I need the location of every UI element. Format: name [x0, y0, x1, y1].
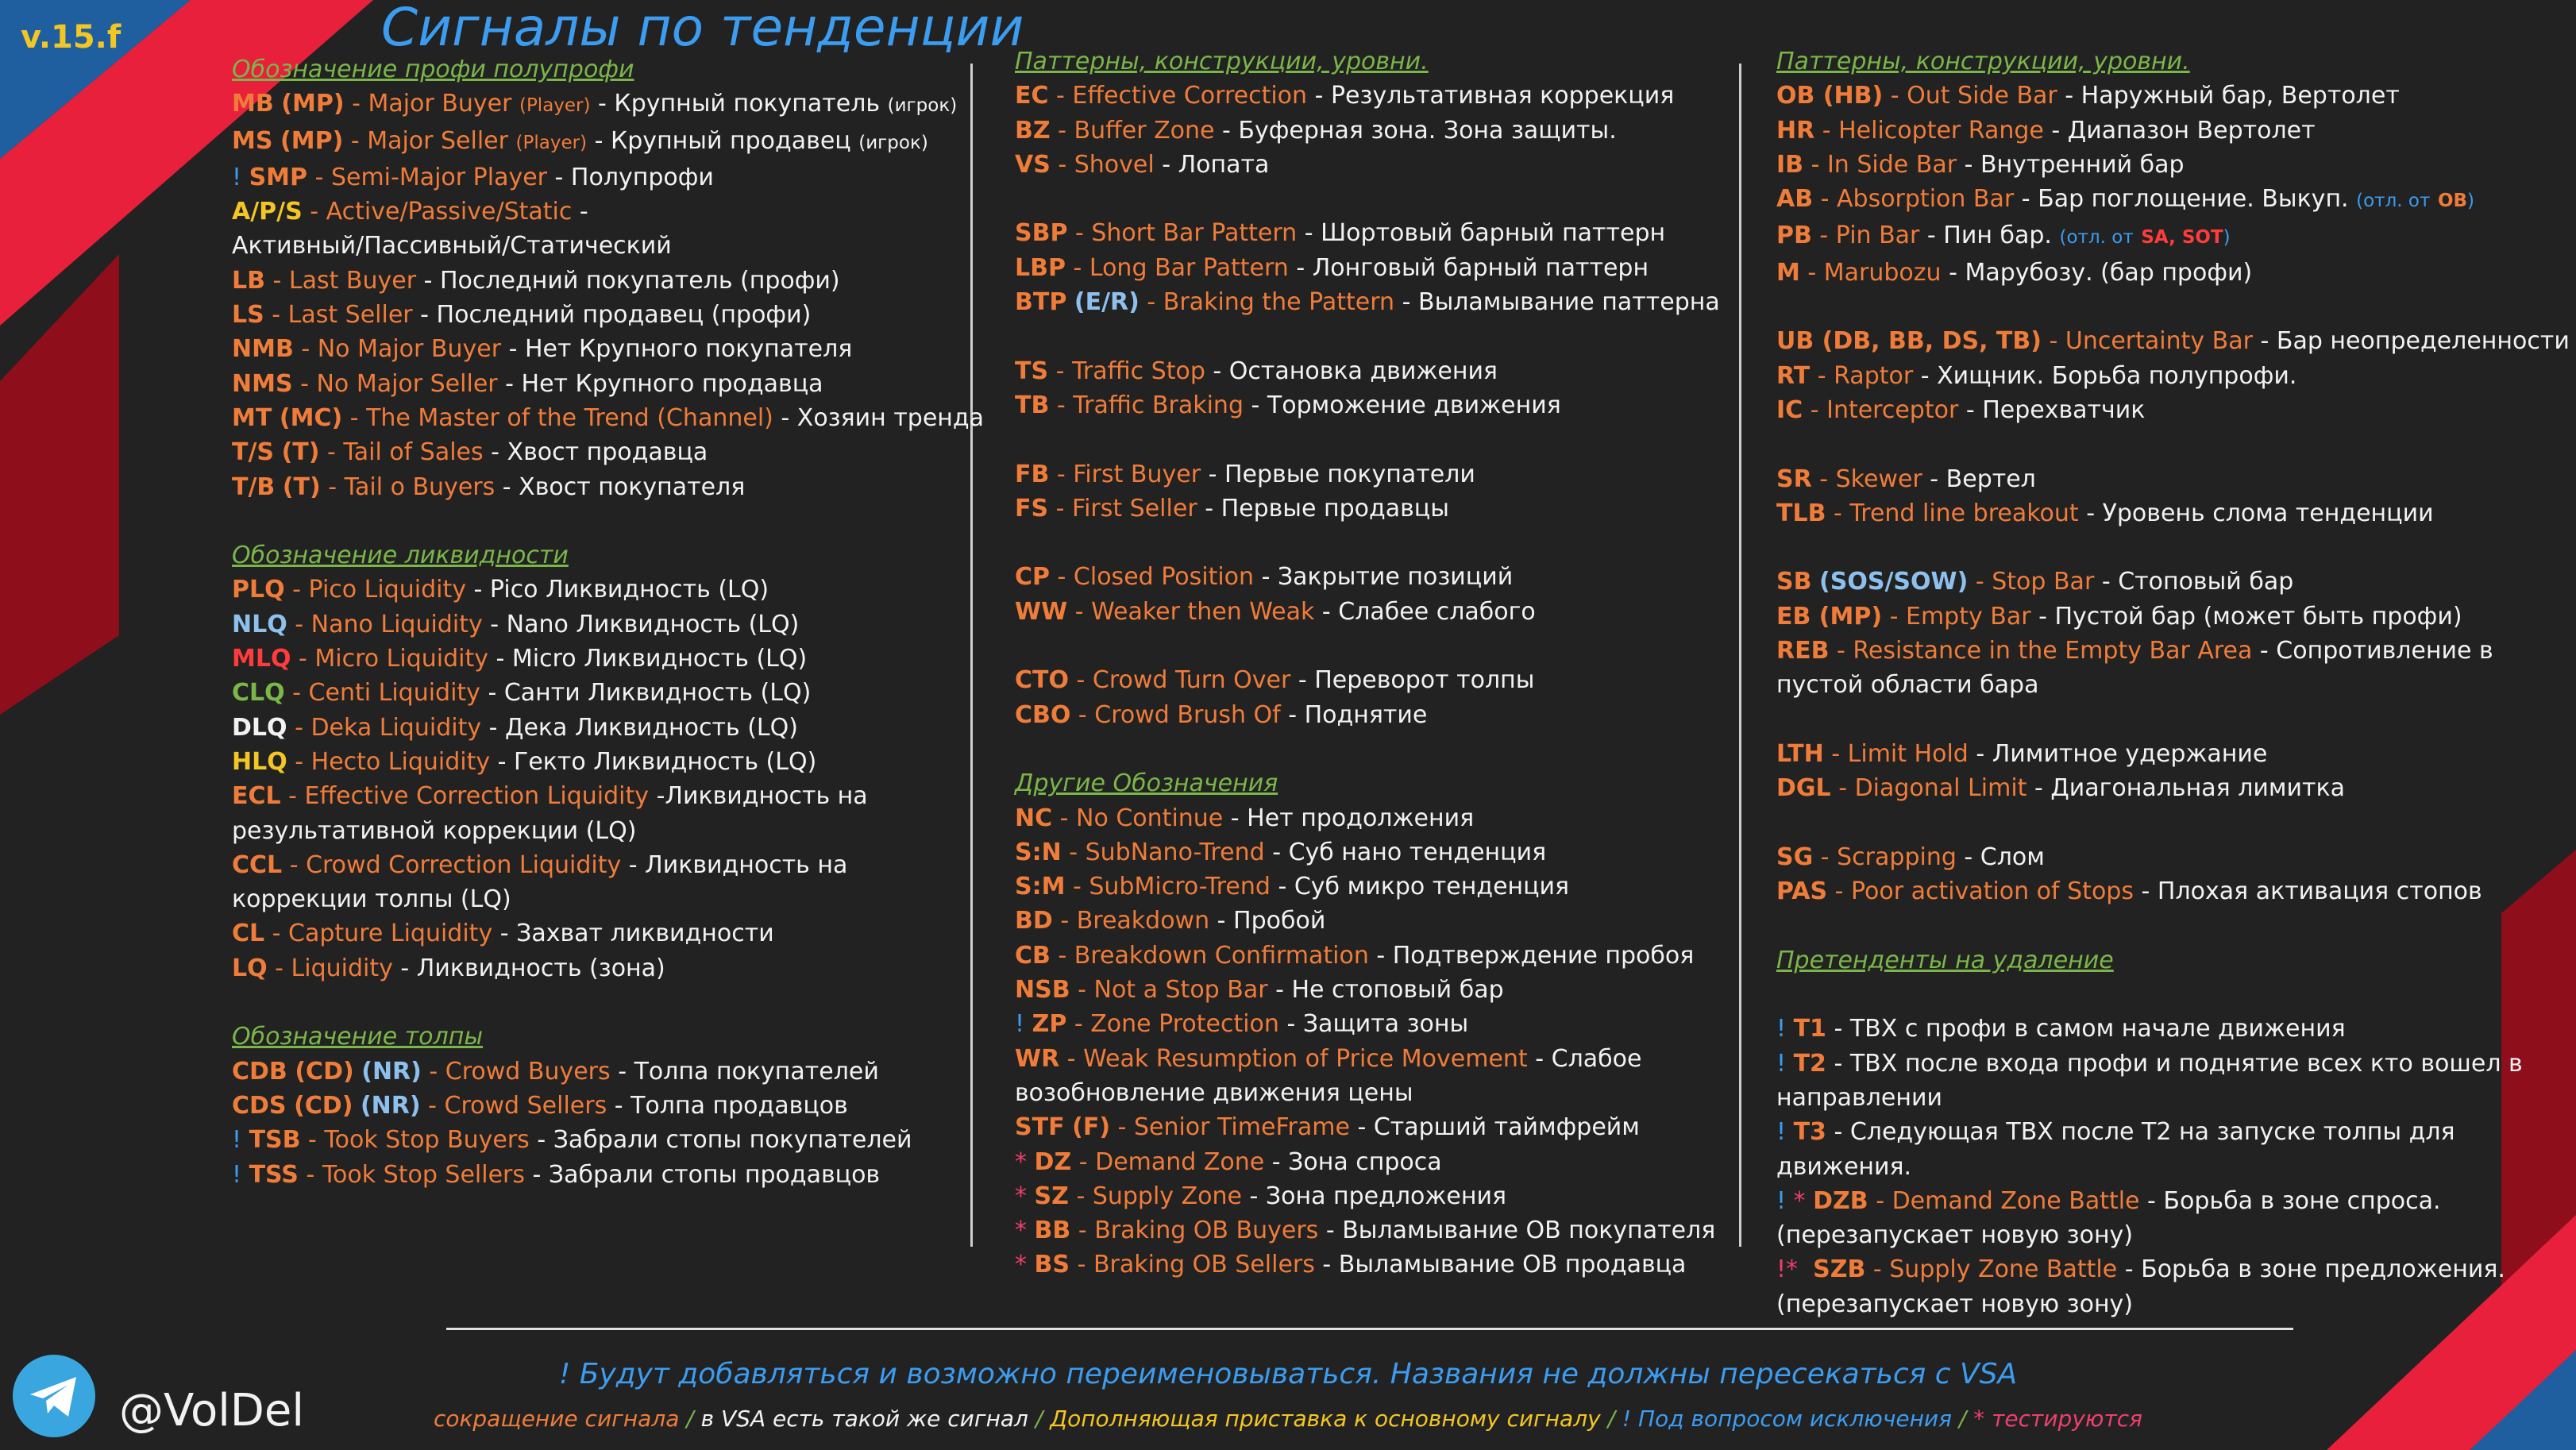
- signal-row-ls: LS - Last Seller - Последний продавец (профи): [232, 301, 812, 330]
- footer-divider: [446, 1328, 2293, 1330]
- signal-row-lbp: LBP - Long Bar Pattern - Лонговый барный паттерн: [1015, 253, 1649, 282]
- page-title: Сигналы по тенденции: [381, 0, 1024, 58]
- signal-row-rt: RT - Raptor - Хищник. Борьба полупрофи.: [1776, 361, 2297, 390]
- signal-row-t2: ! T2 - ТВХ после входа профи и поднятие всех кто вошел в направлении: [1776, 1049, 2523, 1112]
- signal-row-pas: PAS - Poor activation of Stops - Плохая активация стопов: [1776, 877, 2482, 906]
- signal-row-pb: PB - Pin Bar - Пин бар. (отл. от SA, SOT): [1776, 222, 2231, 250]
- signal-row-ib: IB - In Side Bar - Внутренний бар: [1776, 150, 2185, 179]
- signal-row-sr: SR - Skewer - Вертел: [1776, 465, 2036, 493]
- signal-row-zp: ! ZP - Zone Protection - Защита зоны: [1015, 1010, 1469, 1039]
- signal-row-clq: CLQ - Centi Liquidity - Санти Ликвидность (LQ): [232, 679, 812, 708]
- signal-row-cb: CB - Breakdown Confirmation - Подтверждение пробоя: [1015, 941, 1695, 970]
- signal-row-tss: ! TSS - Took Stop Sellers - Забрали стопы продавцов: [232, 1160, 881, 1189]
- signal-row-nmb: NMB - No Major Buyer - Нет Крупного покупателя: [232, 335, 853, 364]
- column-pro-liquidity-crowd: [232, 52, 985, 1192]
- signal-row-smp: ! SMP - Semi-Major Player - Полупрофи: [232, 163, 714, 191]
- signal-row-bs: * BS - Braking OB Sellers - Выламывание ОВ продавца: [1015, 1251, 1687, 1279]
- section-heading-patterns: Паттерны, конструкции, уровни.: [1015, 48, 1429, 75]
- signal-row-dlq: DLQ - Deka Liquidity - Дека Ликвидность (LQ): [232, 713, 798, 742]
- signal-row-sz: * SZ - Supply Zone - Зона предложения: [1015, 1182, 1507, 1210]
- footer-note: ! Будут добавляться и возможно переименовываться. Названия не должны пересекаться с VSA: [558, 1358, 2018, 1390]
- signal-row-ms: MS (MP) - Major Seller (Player) - Крупный продавец (игрок): [232, 126, 928, 155]
- signal-row-lth: LTH - Limit Hold - Лимитное удержание: [1776, 739, 2268, 768]
- signal-row-cbo: CBO - Crowd Brush Of - Поднятие: [1015, 700, 1428, 729]
- signal-row-tb: TB - Traffic Braking - Торможение движения: [1015, 391, 1561, 419]
- signal-row-dz: * DZ - Demand Zone - Зона спроса: [1015, 1147, 1442, 1176]
- signal-row-ec: EC - Effective Correction - Результативная коррекция: [1015, 82, 1675, 110]
- signal-row-bz: BZ - Buffer Zone - Буферная зона. Зона защиты.: [1015, 116, 1617, 145]
- signal-row-tlb: TLB - Trend line breakout - Уровень слома тенденции: [1776, 499, 2434, 527]
- signal-row-ub: UB (DB, BB, DS, TB) - Uncertainty Bar - Бар неопределенности: [1776, 327, 2570, 356]
- signal-row-lb: LB - Last Buyer - Последний покупатель (профи): [232, 266, 840, 295]
- signal-row-bb: * BB - Braking OB Buyers - Выламывание ОВ покупателя: [1015, 1217, 1716, 1245]
- signal-row-cp: CP - Closed Position - Закрытие позиций: [1015, 563, 1514, 592]
- signal-row-tsb: ! TSB - Took Stop Buyers - Забрали стопы покупателей: [232, 1126, 912, 1155]
- signal-row-szb: !* SZB - Supply Zone Battle - Борьба в зоне предложения. (перезапускает новую зону): [1776, 1255, 2505, 1318]
- signal-row-hr: HR - Helicopter Range - Диапазон Вертолет: [1776, 116, 2316, 145]
- section-heading-crowd: Обозначение толпы: [232, 1023, 484, 1051]
- signal-row-ccl: CCL - Crowd Correction Liquidity - Ликвидность на коррекции толпы (LQ): [232, 850, 848, 914]
- signal-row-sb: SB (SOS/SOW) - Stop Bar - Стоповый бар: [1776, 568, 2294, 596]
- signal-row-ecl: ECL - Effective Correction Liquidity -Ликвидность на результативной коррекции (LQ): [232, 782, 868, 845]
- signal-row-cl: CL - Capture Liquidity - Захват ликвидности: [232, 920, 774, 948]
- signal-row-hlq: HLQ - Hecto Liquidity - Гекто Ликвидность (LQ): [232, 747, 817, 776]
- signal-row-dgl: DGL - Diagonal Limit - Диагональная лимитка: [1776, 774, 2345, 803]
- signal-row-mt: MT (MC) - The Master of the Trend (Channel) - Хозяин тренда: [232, 403, 985, 432]
- section-heading-pro: Обозначение профи полупрофи: [232, 56, 634, 83]
- signal-row-sn: S:N - SubNano-Trend - Суб нано тенденция: [1015, 838, 1547, 866]
- section-heading-other: Другие Обозначения: [1015, 769, 1278, 798]
- signal-row-m: M - Marubozu - Марубозу. (бар профи): [1776, 258, 2253, 287]
- signal-row-mb: MB (MP) - Major Buyer (Player) - Крупный покупатель (игрок): [232, 90, 958, 118]
- telegram-icon[interactable]: [13, 1355, 95, 1437]
- signal-row-cds: CDS (CD) (NR) - Crowd Sellers - Толпа продавцов: [232, 1091, 848, 1120]
- signal-row-reb: REB - Resistance in the Empty Bar Area - Сопротивление в пустой области бара: [1776, 637, 2493, 700]
- signal-row-sg: SG - Scrapping - Слом: [1776, 843, 2045, 871]
- section-heading-liquidity: Обозначение ликвидности: [232, 542, 569, 570]
- signal-row-ts: TS - Traffic Stop - Остановка движения: [1015, 357, 1498, 385]
- column-divider-2: [1739, 64, 1741, 1247]
- signal-row-fs: FS - First Seller - Первые продавцы: [1015, 494, 1449, 523]
- signal-row-lq: LQ - Liquidity - Ликвидность (зона): [232, 954, 665, 982]
- section-heading-candidates: Претенденты на удаление: [1776, 946, 2114, 974]
- section-heading-patterns-2: Паттерны, конструкции, уровни.: [1776, 48, 2190, 75]
- signal-row-plq: PLQ - Pico Liquidity - Pico Ликвидность (LQ): [232, 576, 769, 604]
- signal-row-vs: VS - Shovel - Лопата: [1015, 150, 1270, 179]
- signal-row-nc: NC - No Continue - Нет продолжения: [1015, 804, 1475, 832]
- signal-row-ts: T/S (T) - Tail of Sales - Хвост продавца: [232, 438, 708, 467]
- signal-row-fb: FB - First Buyer - Первые покупатели: [1015, 460, 1475, 488]
- signal-row-sbp: SBP - Short Bar Pattern - Шортовый барный паттерн: [1015, 219, 1666, 248]
- signal-row-bd: BD - Breakdown - Пробой: [1015, 907, 1326, 935]
- signal-row-tb: T/B (T) - Tail o Buyers - Хвост покупателя: [232, 472, 746, 501]
- signal-row-t3: ! T3 - Следующая ТВХ после Т2 на запуске толпы для движения.: [1776, 1118, 2455, 1181]
- signal-row-ob: OB (HB) - Out Side Bar - Наружный бар, Вертолет: [1776, 82, 2400, 110]
- signal-row-ab: AB - Absorption Bar - Бар поглощение. Выкуп. (отл. от OB): [1776, 185, 2475, 214]
- footer-legend: сокращение сигнала / в VSA есть такой же сигнал / Дополняющая приставка к основному сигналу / ! Под вопросом исключения / * тестируются: [433, 1406, 2143, 1432]
- column-patterns-other: [1015, 44, 1730, 1282]
- signal-row-nlq: NLQ - Nano Liquidity - Nano Ликвидность (LQ): [232, 610, 800, 638]
- signal-row-t1: ! T1 - ТВХ с профи в самом начале движения: [1776, 1015, 2346, 1043]
- signal-row-cdb: CDB (CD) (NR) - Crowd Buyers - Толпа покупателей: [232, 1057, 879, 1086]
- signal-row-ww: WW - Weaker then Weak - Слабее слабого: [1015, 597, 1536, 626]
- column-bars-candidates: [1776, 44, 2570, 1321]
- signal-row-aps: A/P/S - Active/Passive/Static -: [232, 198, 588, 226]
- version-label: v.15.f: [21, 19, 121, 56]
- signal-row-ic: IC - Interceptor - Перехватчик: [1776, 395, 2146, 424]
- signal-row-nsb: NSB - Not a Stop Bar - Не стоповый бар: [1015, 976, 1504, 1005]
- author-handle[interactable]: @VolDel: [119, 1385, 304, 1437]
- signal-row-stf: STF (F) - Senior TimeFrame - Старший таймфрейм: [1015, 1113, 1640, 1142]
- signal-row-nms: NMS - No Major Seller - Нет Крупного продавца: [232, 369, 823, 398]
- signal-row-wr: WR - Weak Resumption of Price Movement - Слабое возобновление движения цены: [1015, 1044, 1642, 1107]
- signal-row-mlq: MLQ - Micro Liquidity - Micro Ликвидность (LQ): [232, 645, 808, 673]
- signal-row-dzb: ! * DZB - Demand Zone Battle - Борьба в зоне спроса. (перезапускает новую зону): [1776, 1186, 2441, 1250]
- signal-row-cto: CTO - Crowd Turn Over - Переворот толпы: [1015, 666, 1535, 695]
- signal-row-sm: S:M - SubMicro-Trend - Суб микро тенденция: [1015, 873, 1570, 901]
- signal-row-btp: BTP (E/R) - Braking the Pattern - Выламывание паттерна: [1015, 288, 1720, 317]
- signal-row-eb: EB (MP) - Empty Bar - Пустой бар (может быть профи): [1776, 602, 2462, 631]
- signal-row-aps-desc: Активный/Пассивный/Статический: [232, 232, 672, 260]
